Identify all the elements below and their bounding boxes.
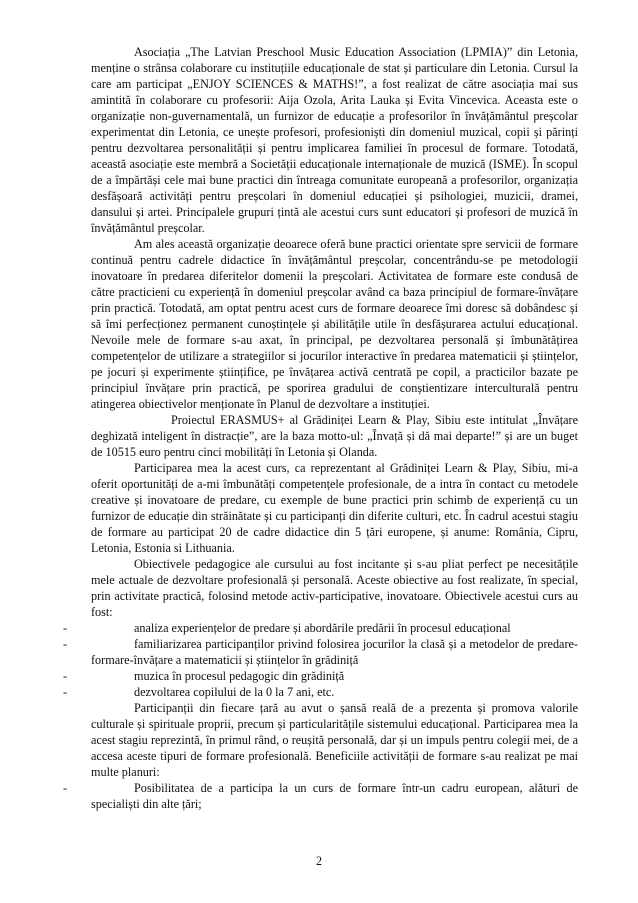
list-item bbox=[63, 620, 578, 636]
paragraph-objectives: Obiectivele pedagogice ale cursului au fost incitante și s-au pliat perfect pe necesitățile mele actuale de dezvoltare profesională și personală. Aceste obiective au fost realizate, în special, prin activitate practică, folosind metode activ-participative, inovatoare. Obiectivele acestui curs au fost: bbox=[91, 557, 578, 619]
list-item bbox=[63, 668, 578, 684]
bullet-dash: - bbox=[63, 669, 68, 683]
list-item-text: dezvoltarea copilului de la 0 la 7 ani, etc. bbox=[134, 685, 335, 699]
list-item bbox=[63, 684, 578, 700]
paragraph-choice: Am ales această organizație deoarece oferă bune practici orientate spre servicii de formare continuă pentru cadrele didactice în învățământul preșcolar, concentrându-se pe metodologii inovatoare în predarea diferitelor domenii la preșcolari. Activitatea de formare este condusă de către practicieni cu experiență în domeniul preșcolar având ca baza principiul de formare-învățare prin practică. Totodată, am optat pentru acest curs de formare deoarece îmi doresc să dobândesc și să îmi perfecționez permanent cunoștințele și abilitățile utile în desfășurarea actului educațional. Nevoile mele de formare s-au axat, în principal, pe dezvoltarea personală și îmbunătățirea competențelor de utilizare a strategiilor si jocurilor interactive în predarea matematicii și științelor, pe jocuri și experimente științifice, pe învățarea activă centrată pe copil, a practicilor bazate pe principiul învățare prin practică, pe sporirea gradului de conștientizare interculturală pentru atingerea obiectivelor menționate în Planul de dezvoltare a instituției. bbox=[91, 237, 578, 411]
bullet-dash: - bbox=[63, 637, 68, 651]
paragraph-project: Proiectul ERASMUS+ al Grădiniței Learn & Play, Sibiu este intitulat „Învățare deghizată inteligent în distracție”, are la baza motto-ul: „Învață și dă mai departe!” și are un buget de 10515 euro pentru cinci mobilități în Letonia și Olanda. bbox=[91, 413, 578, 459]
document-body bbox=[63, 44, 578, 812]
list-item bbox=[63, 636, 578, 668]
bullet-dash: - bbox=[63, 781, 68, 795]
list-item-text: muzica în procesul pedagogic din grădiniță bbox=[134, 669, 345, 683]
bullet-dash: - bbox=[63, 685, 68, 699]
list-item-text: familiarizarea participanților privind folosirea jocurilor la clasă și a metodelor de predare-formare-învățare a matematicii și științelor în grădiniță bbox=[91, 637, 578, 667]
paragraph-participation: Participarea mea la acest curs, ca reprezentant al Grădiniței Learn & Play, Sibiu, mi-a oferit oportunități de a-mi îmbunătăți competențele profesionale, de a intra în contact cu metodele creative și inovatoare de predare, cu exemple de bune practici prin schimb de experiență cu un furnizor de educație din străinătate și cu participanți din diferite culturi, etc. În cadrul acestui stagiu de formare au participat 20 de cadre didactice din 5 țări europene, și anume: România, Cipru, Letonia, Estonia si Lithuania. bbox=[91, 461, 578, 555]
list-item-text: analiza experiențelor de predare și abordările predării în procesul educațional bbox=[134, 621, 511, 635]
bullet-dash: - bbox=[63, 621, 68, 635]
page-number: 2 bbox=[315, 854, 323, 868]
paragraph-association: Asociația „The Latvian Preschool Music Education Association (LPMIA)” din Letonia, menține o strânsa colaborare cu instituțiile educaționale de stat și particulare din Letonia. Cursul la care am participat „ENJOY SCIENCES & MATHS!”, a fost realizat de către asociația mai sus amintită în colaborare cu profesorii: Aija Ozola, Arita Lauka și Evita Vincevica. Aceasta este o organizație non-guvernamentală, un furnizor de educație a profesorilor în învățământul preșcolar experimentat din Letonia, ce unește profesori, profesioniști din domeniul muzical, copii și părinți pentru dezvoltarea personalității și pentru implicarea familiei în procesul de formare. Totodată, această asociație este membră a Societății educaționale internaționale de muzică (ISME). În scopul de a împărtăși cele mai bune practici din întreaga comunitate europeană a profesorilor, organizația desfășoară activități pentru preșcolari în domeniul educației și psihologiei, muzicii, dramei, dansului și artei. Principalele grupuri țintă ale acestui curs sunt educatori și profesori de muzică în învățământul preșcolar. bbox=[91, 45, 578, 235]
paragraph-benefits: Participanții din fiecare țară au avut o șansă reală de a prezenta și promova valorile culturale și spirituale proprii, precum și particularitățile sistemului educațional. Participarea mea la acest stagiu reprezintă, în primul rând, o reușită personală, dar și un impuls pentru colegii mei, de a accesa aceste tipuri de formare profesională. Beneficiile activității de formare s-au realizat pe mai multe planuri: bbox=[91, 701, 578, 779]
list-item bbox=[63, 780, 578, 812]
list-item-text: Posibilitatea de a participa la un curs de formare într-un cadru european, alături de specialiști din alte țări; bbox=[91, 781, 578, 811]
